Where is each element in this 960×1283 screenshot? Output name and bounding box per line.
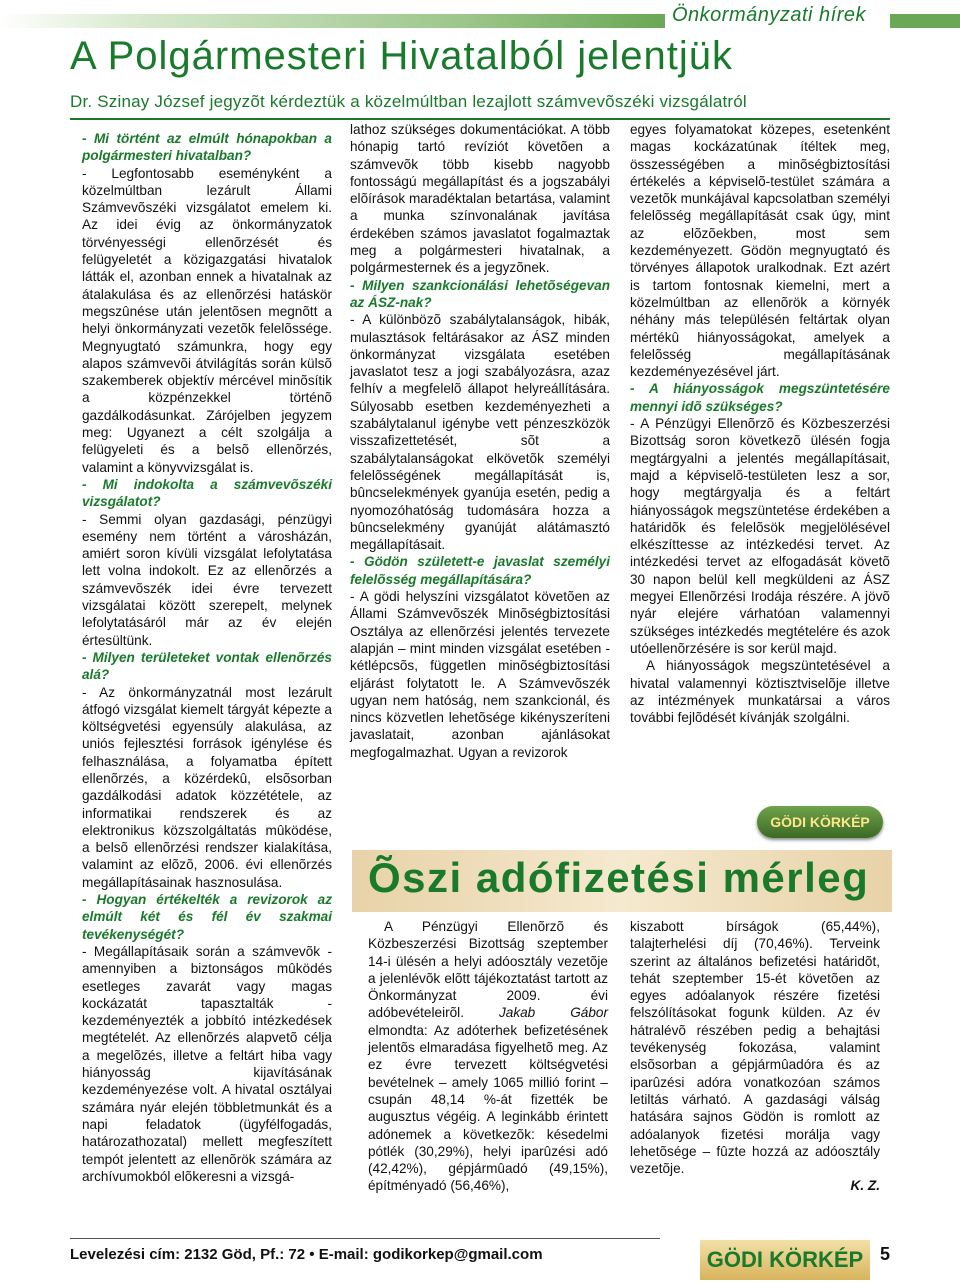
footer-divider: [70, 1238, 660, 1239]
title-divider: [70, 118, 890, 120]
box-intro: A Pénzügyi Ellenõrzõ és Közbeszerzési Bizottság szeptember 14-i ülésén a helyi adóosztály vezetõje a jelenlévõk elõtt tájékoztatást tartott az Önkormányzat 2009. évi adóbevételeirõl.: [368, 919, 608, 1021]
answer: - A Pénzügyi Ellenõrzõ és Közbeszerzési Bizottság soron következõ ülésén fogja megtárgyalni a jelentés megállapításait, majd a képviselõ-testületen lesz a sor, hogy megtárgyalja és a feltárt hiányosságok megszüntetése érdekében a határidõk és felelõsök megjelölésével elkészíttesse az intézkedési tervet. Az intézkedési tervet az elfogadását követõ 30 napon belül kell megküldeni az ÁSZ megyei Ellenõrzési Irodája részére. A jövõ nyár elejére várhatóan valamennyi szükséges intézkedés megtételére és azok utóellenõrzésére is sor kerül majd.: [630, 416, 890, 656]
question: - A hiányosságok megszüntetésére mennyi idõ szükséges?: [630, 381, 890, 414]
answer: egyes folyamatokat közepes, esetenként magas kockázatúnak ítéltek meg, összességében a minõségbiztosítási értékelés a képviselõ-testület számára a vezetõk munkájával kapcsolatban személyi felelõsség megállapítását csak úgy, mint az elõzõekben, most sem kezdeményezett. Gödön megnyugtató és törvényes állapotok uralkodnak. Ezt azért is tartom fontosnak kiemelni, mert a közelmúltban az ellenõrök a környék néhány más településén feltártak olyan mértékû hiányosságokat, amelyek a felelõsség megállapításának kezdeményezésével járt.: [630, 122, 890, 380]
box-title: Õszi adófizetési mérleg: [368, 854, 870, 901]
answer: lathoz szükséges dokumentációkat. A több hónapig tartó revíziót követõen a számvevõk több kisebb nagyobb fontosságú megállapítást és a jogszabályi elõírások maradéktalan betartása, valamint a munka színvonalának javítása érdekében számos javaslatot fogalmaztak meg a polgármesteri hivatalnak, a polgármesternek és a jegyzõnek.: [350, 122, 610, 276]
answer: - Megállapításaik során a számvevõk - amennyiben a biztonságos mûködés esetleges zavarát vagy magas kockázatát tapasztalták - kezdeményezték a jobbító intézkedések megtételét. Az ellenõrzés alapvetõ célja a megelõzés, illetve a feltárt hiba vagy hiányosság kijavításának kezdeményezése volt. A hivatal osztályai számára nyár elején többletmunkát és a napi feladatok (ügyfélfogadás, határozathozatal) mellett megfeszített tempót jelentett az ellenõrök számára az archívumokból elõkeresni a vizsgá-: [82, 943, 332, 1184]
banner-bar-end: [890, 14, 960, 28]
author-signature: K. Z.: [850, 1178, 880, 1194]
question: - Hogyan értékelték a revizorok az elmúlt két és fél év szakmai tevékenységét?: [82, 892, 332, 942]
article-column-3: [630, 121, 890, 726]
page-title: A Polgármesteri Hivatalból jelentjük: [70, 34, 733, 78]
answer: - A gödi helyszíni vizsgálatot követõen az Állami Számvevõszék Minõségbiztosítási Osztálya az ellenõrzési jelentés tervezete alapján – mint minden vizsgálat esetében - kétlépcsõs, független minõségbiztosítási eljárást folytatott le. A Számvevõszék ugyan nem hatóság, nem szankcionál, és nincs közvetlen lehetõsége kikényszeríteni javaslatait, azonban ajánlásokat megfogalmazhat. Ugyan a revizorok: [350, 589, 610, 760]
answer: - A különbözõ szabálytalanságok, hibák, mulasztások feltárásakor az ÁSZ minden önkormányzat vizsgálata esetében javaslatot tesz a jogi szabályozásra, azaz felhív a megfelelõ állapot helyreállítására. Súlyosabb esetben kezdeményezheti a szabálytalanul igénybe vett pénzeszközök visszafizettetését, sõt a szabálytalanságokat elkövetõk személyi felelõsségének megállapítását is, bûncselekmények gyanúja esetén, pedig a nyomozóhatóság tudomására hozza a bûncselekmény gyanúját alátámasztó megállapításait.: [350, 312, 610, 553]
question: - Mi történt az elmúlt hónapokban a polgármesteri hivatalban?: [82, 131, 332, 164]
answer: - Semmi olyan gazdasági, pénzügyi esemény nem történt a városházán, amiért soron kívüli vizsgálat lefolytatása lett volna indokolt. Ez az ellenõrzés a számvevõszék idei évre tervezett vizsgálatai között szerepelt, melynek lefolytatásáról már az év elején értesültünk.: [82, 511, 332, 648]
footer-logo: GÖDI KÖRKÉP: [700, 1240, 870, 1280]
article-subtitle: Dr. Szinay József jegyzõt kérdeztük a közelmúltban lezajlott számvevõszéki vizsgálatról: [70, 92, 747, 111]
page-number: 5: [880, 1244, 891, 1264]
tax-report-box: [352, 850, 892, 1230]
question: - Mi indokolta a számvevõszéki vizsgálatot?: [82, 476, 332, 510]
question: - Gödön született-e javaslat személyi felelõsség megállapítására?: [350, 554, 610, 587]
answer: - Legfontosabb eseményként a közelmúltban lezárult Állami Számvevõszéki vizsgálatot emelem ki. Az idei évig az önkormányzatok törvényességi ellenõrzését és felügyeletét a közigazgatási hivatalok látták el, azonban ennek a hivatalnak az átalakulása és az ellenõrzési hatáskör megszûnése után jelentõsen megnõtt a helyi önkormányzati vezetõk felelõssége. Megnyugtató számunkra, hogy egy alapos számvevõi átvilágítás során külsõ szakemberek objektív mércével minõsítik a közpénzekkel történõ gazdálkodásunkat. Zárójelben jegyzem meg: Ugyanezt a célt szolgálja a felügyeleti és a belsõ ellenõrzés, valamint a könyvvizsgálat is.: [82, 165, 332, 475]
box-column-2: [630, 918, 880, 1195]
box-body: elmondta: Az adóterhek befizetésének jelentõs elmaradása figyelhetõ meg. Az ez évre tervezett költségvetési bevételnek – amely 1065 millió forint – csupán 48,14 %-át fizették be augusztus végéig. A leginkább érintett adónemek a következõk: késedelmi pótlék (30,29%), helyi iparûzési adó (42,42%), gépjármûadó (49,15%), építményadó (56,46%),: [368, 1022, 608, 1194]
footer-contact: Levelezési cím: 2132 Göd, Pf.: 72 • E-mail: godikorkep@gmail.com: [70, 1246, 543, 1263]
person-name: Jakab Gábor: [498, 1005, 608, 1021]
question: - Milyen területeket vontak ellenõrzés alá?: [82, 649, 332, 683]
article-column-2: [350, 121, 610, 761]
banner-gradient-bar: [0, 14, 665, 28]
godi-korkep-logo: GÖDI KÖRKÉP: [757, 806, 883, 838]
question: - Milyen szankcionálási lehetõségevan az ÁSZ-nak?: [350, 277, 610, 310]
section-label: Önkormányzati hírek: [672, 4, 867, 26]
closing-paragraph: A hiányosságok megszüntetésével a hivatal valamennyi köztisztviselõje illetve az intézmények munkatársai a város további fejlõdését kívánják szolgálni.: [630, 658, 890, 726]
box-column-1: [368, 918, 608, 1195]
answer: - Az önkormányzatnál most lezárult átfogó vizsgálat kiemelt tárgyát képezte a költségvetési egyensúly alakulása, az uniós fejlesztési források igénylése és felhasználása, a folyamatba épített ellenõrzés, a közérdekû, elsõsorban gazdálkodási adatok közzététele, az informatikai rendszerek és az elektronikus közszolgáltatás mûködése, a belsõ ellenõrzési rendszer kialakítása, valamint az elõzõ, 2006. évi ellenõrzés megállapításainak hasznosulása.: [82, 684, 332, 890]
article-column-1: [82, 130, 332, 1185]
box-paragraph: kiszabott bírságok (65,44%), talajterhelési díj (70,46%). Terveink szerint az általános befizetési határidõt, tehát szeptember 15-ét követõen az egyes adóalanyok részére fizetési felszólításokat fogunk külden. Az év hátralévõ részében pedig a behajtási tevékenység fokozása, valamint elsõsorban a gépjármûadóra és az iparûzési adóra vonatkozóan számos letiltás várható. A gazdasági válság hatására sajnos Gödön is romlott az adóalanyok fizetési morálja vagy lehetõsége – fûzte hozzá az adóosztály vezetõje.: [630, 919, 880, 1177]
box-paragraph: [368, 918, 608, 1195]
